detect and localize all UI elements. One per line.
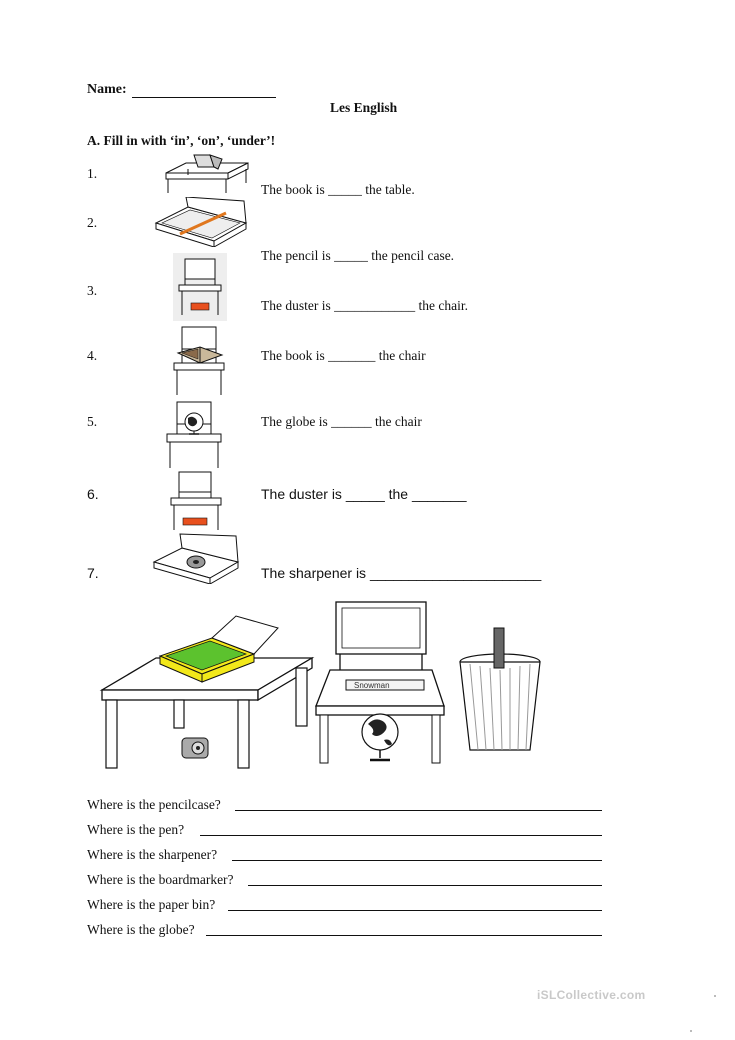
answer-line-2[interactable] <box>200 835 602 836</box>
exercise-number-3: 3. <box>87 283 98 298</box>
exercise-number-5: 5. <box>87 414 98 429</box>
paper-bin-drawing <box>460 628 540 750</box>
name-field[interactable] <box>132 97 276 98</box>
duster-under-chair-picture <box>173 253 227 321</box>
answer-line-1[interactable] <box>235 810 602 811</box>
question-3: Where is the sharpener? <box>87 847 218 862</box>
exercise-number-2: 2. <box>87 215 98 230</box>
question-1: Where is the pencilcase? <box>87 797 221 812</box>
exercise-sentence-5: The globe is ______ the chair <box>261 414 422 429</box>
question-2: Where is the pen? <box>87 822 185 837</box>
answer-line-4[interactable] <box>248 885 602 886</box>
sharpener-in-case-picture <box>150 532 240 584</box>
page-title: Les English <box>330 100 398 115</box>
decorative-dot <box>714 995 716 997</box>
answer-line-3[interactable] <box>232 860 602 861</box>
question-6: Where is the globe? <box>87 922 195 937</box>
question-5: Where is the paper bin? <box>87 897 216 912</box>
exercise-number-1: 1. <box>87 166 98 181</box>
pencil-in-case-picture <box>152 197 248 247</box>
exercise-sentence-2: The pencil is _____ the pencil case. <box>261 248 455 263</box>
sharpener-drawing <box>182 738 208 758</box>
duster-under-chair-picture-2 <box>167 470 225 532</box>
exercise-number-4: 4. <box>87 348 98 363</box>
decorative-dot <box>690 1030 692 1032</box>
exercise-sentence-4: The book is _______ the chair <box>261 348 426 363</box>
answer-line-5[interactable] <box>228 910 602 911</box>
book-on-chair-picture <box>170 325 228 397</box>
exercise-number-7: 7. <box>87 565 99 581</box>
watermark: iSLCollective.com <box>537 988 646 1002</box>
name-label: Name: <box>87 82 127 97</box>
exercise-number-6: 6. <box>87 486 99 502</box>
exercise-instruction: A. Fill in with ‘in’, ‘on’, ‘under’! <box>87 133 276 148</box>
exercise-sentence-7: The sharpener is ______________________ <box>261 565 542 581</box>
marker-label: Snowman <box>354 681 390 690</box>
classroom-scene-picture <box>98 598 558 774</box>
globe-on-chair-picture <box>163 400 225 470</box>
exercise-sentence-6: The duster is _____ the _______ <box>261 486 467 502</box>
question-4: Where is the boardmarker? <box>87 872 234 887</box>
exercise-sentence-3: The duster is ____________ the chair. <box>261 298 468 313</box>
exercise-sentence-1: The book is _____ the table. <box>261 182 415 197</box>
book-on-table-picture <box>162 153 252 197</box>
globe-drawing <box>362 714 398 760</box>
answer-line-6[interactable] <box>206 935 602 936</box>
